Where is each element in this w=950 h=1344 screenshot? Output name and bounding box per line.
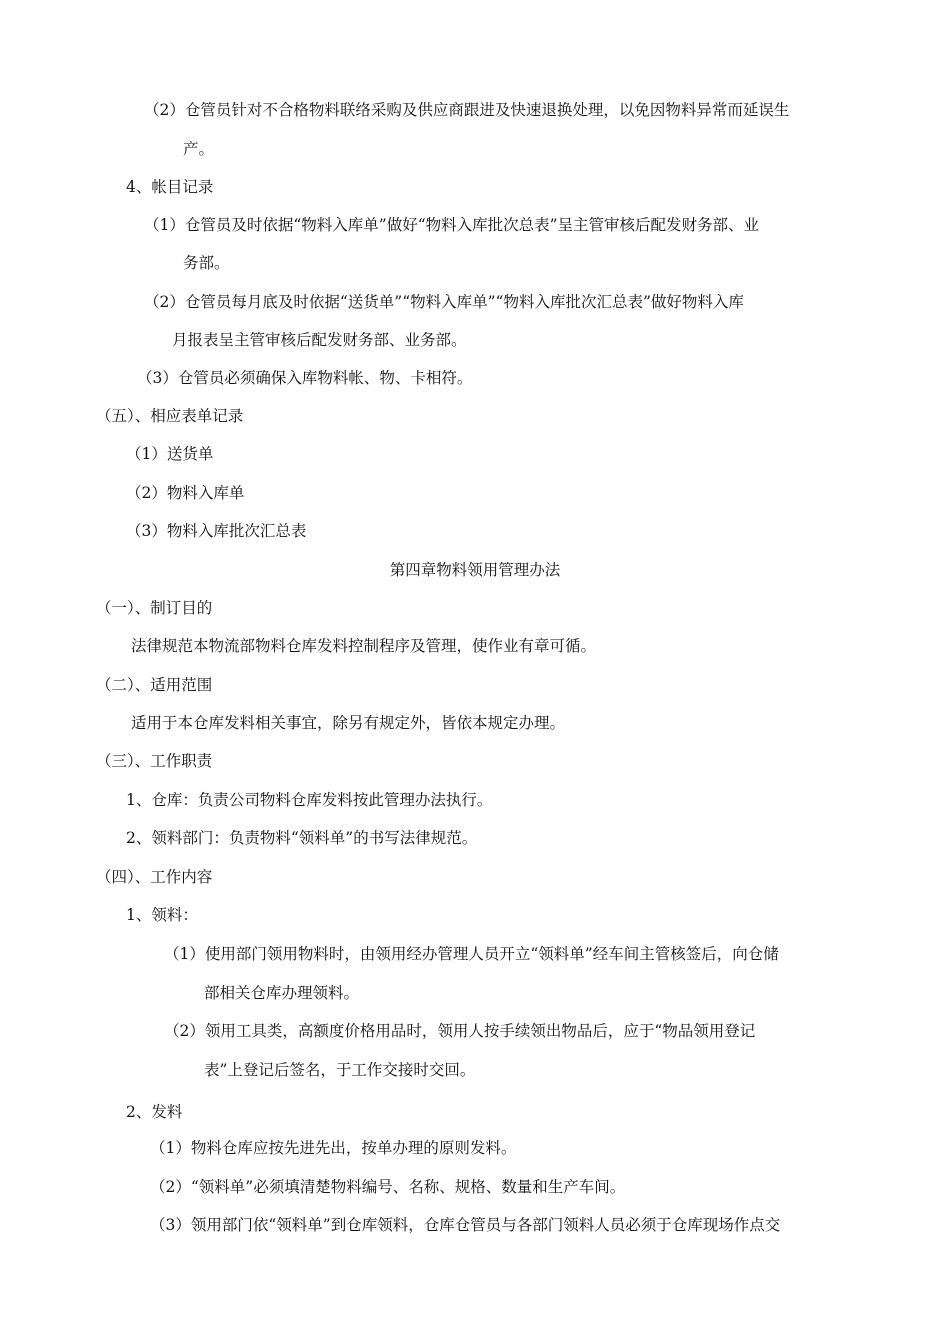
text-line-1: （2）仓管员针对不合格物料联络采购及供应商跟进及快速退换处理，以免因物料异常而延误生	[144, 101, 790, 119]
text-line-26: 表”上登记后签名，于工作交接时交回。	[204, 1061, 476, 1079]
text-line-30: （3）领用部门依“领料单”到仓库领料，仓库仓管员与各部门领料人员必须于仓库现场作点交	[150, 1216, 781, 1234]
subsection-heading-issuing: 2、发料	[126, 1103, 183, 1121]
list-item-receipt-form: （2）物料入库单	[126, 484, 245, 502]
text-line-17: 适用于本仓库发料相关事宜，除另有规定外，皆依本规定办理。	[131, 714, 566, 732]
section-heading-scope: （二）、适用范围	[96, 676, 213, 694]
section-heading-purpose: （一）、制订目的	[96, 599, 213, 617]
section-heading-duties: （三）、工作职责	[96, 752, 213, 770]
section-heading-forms: （五）、相应表单记录	[96, 407, 244, 425]
text-line-5: 务部。	[183, 254, 230, 272]
text-line-25: （2）领用工具类，高额度价格用品时，领用人按手续领出物品后，应于“物品领用登记	[164, 1022, 756, 1040]
text-line-24: 部相关仓库办理领料。	[204, 984, 360, 1002]
text-line-20: 2、领料部门：负责物料“领料单”的书写法律规范。	[126, 829, 478, 847]
section-heading-ledger-records: 4、帐目记录	[126, 178, 214, 196]
text-line-8: （3）仓管员必须确保入库物料帐、物、卡相符。	[137, 369, 473, 387]
text-line-7: 月报表呈主管审核后配发财务部、业务部。	[172, 331, 467, 349]
text-line-29: （2）“领料单”必须填清楚物料编号、名称、规格、数量和生产车间。	[150, 1178, 626, 1196]
text-line-28: （1）物料仓库应按先进先出，按单办理的原则发料。	[150, 1139, 517, 1157]
section-heading-work-content: （四）、工作内容	[96, 868, 213, 886]
text-line-19: 1、仓库：负责公司物料仓库发料按此管理办法执行。	[126, 791, 493, 809]
list-item-delivery-note: （1）送货单	[126, 445, 214, 463]
text-line-23: （1）使用部门领用物料时，由领用经办管理人员开立“领料单”经车间主管核签后，向仓储	[164, 945, 779, 963]
text-line-2: 产。	[183, 140, 215, 158]
list-item-batch-summary: （3）物料入库批次汇总表	[126, 522, 307, 540]
chapter-title: 第四章物料领用管理办法	[389, 561, 561, 579]
text-line-4: （1）仓管员及时依据“物料入库单”做好“物料入库批次总表”呈主管审核后配发财务部、业	[144, 216, 760, 234]
text-line-6: （2）仓管员每月底及时依据“送货单”“物料入库单”“物料入库批次汇总表”做好物料入库	[144, 293, 744, 311]
subsection-heading-requisition: 1、领料：	[126, 906, 198, 924]
text-line-15: 法律规范本物流部物料仓库发料控制程序及管理，使作业有章可循。	[131, 637, 597, 655]
